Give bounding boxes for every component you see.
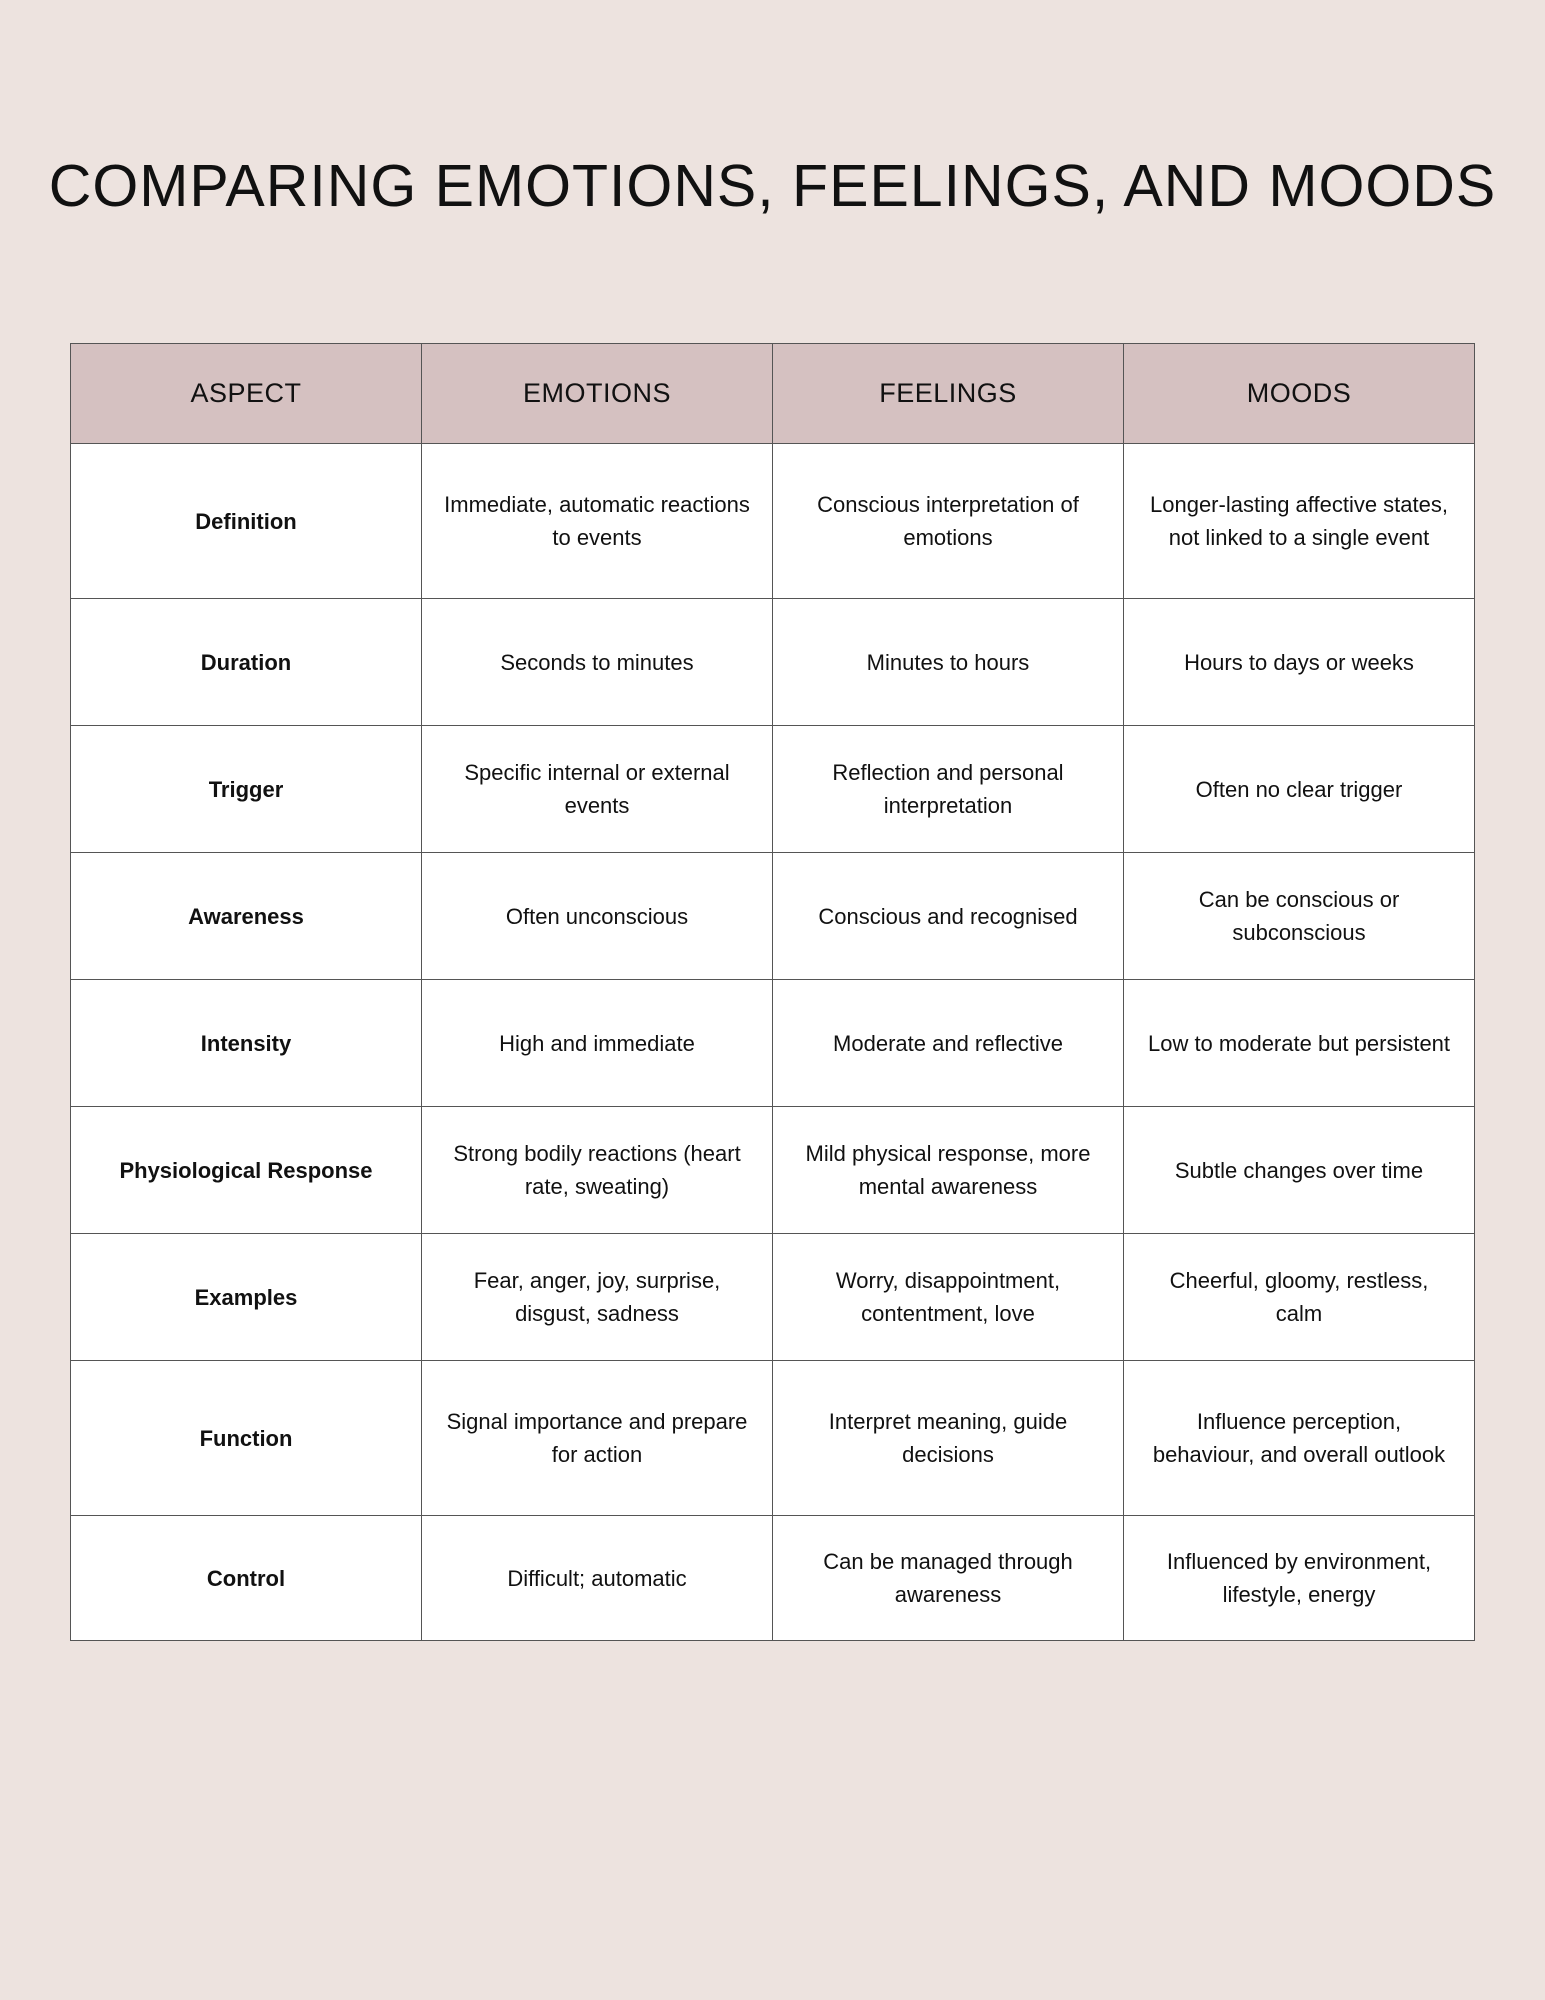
header-moods: MOODS [1124, 344, 1475, 444]
table-row [71, 1234, 1475, 1361]
emotions-cell: Often unconscious [422, 853, 773, 980]
header-emotions: EMOTIONS [422, 344, 773, 444]
table-row [71, 599, 1475, 726]
moods-cell: Often no clear trigger [1124, 726, 1475, 853]
table-row [71, 444, 1475, 599]
emotions-cell: Fear, anger, joy, surprise, disgust, sadness [422, 1234, 773, 1361]
header-aspect: ASPECT [71, 344, 422, 444]
table-row [71, 853, 1475, 980]
emotions-cell: Signal importance and prepare for action [422, 1361, 773, 1516]
table-header [71, 344, 1475, 444]
row-aspect-cell: Function [71, 1361, 422, 1516]
moods-cell: Cheerful, gloomy, restless, calm [1124, 1234, 1475, 1361]
moods-cell: Low to moderate but persistent [1124, 980, 1475, 1107]
header-row [71, 344, 1475, 444]
row-aspect-cell: Duration [71, 599, 422, 726]
feelings-cell: Can be managed through awareness [773, 1516, 1124, 1641]
comparison-table-container [70, 343, 1475, 1641]
moods-cell: Longer-lasting affective states, not linked to a single event [1124, 444, 1475, 599]
feelings-cell: Conscious and recognised [773, 853, 1124, 980]
feelings-cell: Conscious interpretation of emotions [773, 444, 1124, 599]
emotions-cell: Strong bodily reactions (heart rate, sweating) [422, 1107, 773, 1234]
table-row [71, 1516, 1475, 1641]
feelings-cell: Interpret meaning, guide decisions [773, 1361, 1124, 1516]
table-row [71, 1361, 1475, 1516]
feelings-cell: Worry, disappointment, contentment, love [773, 1234, 1124, 1361]
comparison-table [70, 343, 1475, 1641]
table-row [71, 726, 1475, 853]
row-aspect-cell: Trigger [71, 726, 422, 853]
emotions-cell: Seconds to minutes [422, 599, 773, 726]
moods-cell: Influence perception, behaviour, and overall outlook [1124, 1361, 1475, 1516]
row-aspect-cell: Control [71, 1516, 422, 1641]
moods-cell: Subtle changes over time [1124, 1107, 1475, 1234]
row-aspect-cell: Definition [71, 444, 422, 599]
table-row [71, 1107, 1475, 1234]
row-aspect-cell: Intensity [71, 980, 422, 1107]
moods-cell: Hours to days or weeks [1124, 599, 1475, 726]
row-aspect-cell: Awareness [71, 853, 422, 980]
emotions-cell: Immediate, automatic reactions to events [422, 444, 773, 599]
feelings-cell: Mild physical response, more mental awareness [773, 1107, 1124, 1234]
emotions-cell: High and immediate [422, 980, 773, 1107]
table-row [71, 980, 1475, 1107]
row-aspect-cell: Examples [71, 1234, 422, 1361]
moods-cell: Can be conscious or subconscious [1124, 853, 1475, 980]
emotions-cell: Difficult; automatic [422, 1516, 773, 1641]
row-aspect-cell: Physiological Response [71, 1107, 422, 1234]
header-feelings: FEELINGS [773, 344, 1124, 444]
feelings-cell: Minutes to hours [773, 599, 1124, 726]
feelings-cell: Moderate and reflective [773, 980, 1124, 1107]
page-title: COMPARING EMOTIONS, FEELINGS, AND MOODS [48, 153, 1497, 219]
feelings-cell: Reflection and personal interpretation [773, 726, 1124, 853]
table-body [71, 444, 1475, 1641]
moods-cell: Influenced by environment, lifestyle, energy [1124, 1516, 1475, 1641]
emotions-cell: Specific internal or external events [422, 726, 773, 853]
